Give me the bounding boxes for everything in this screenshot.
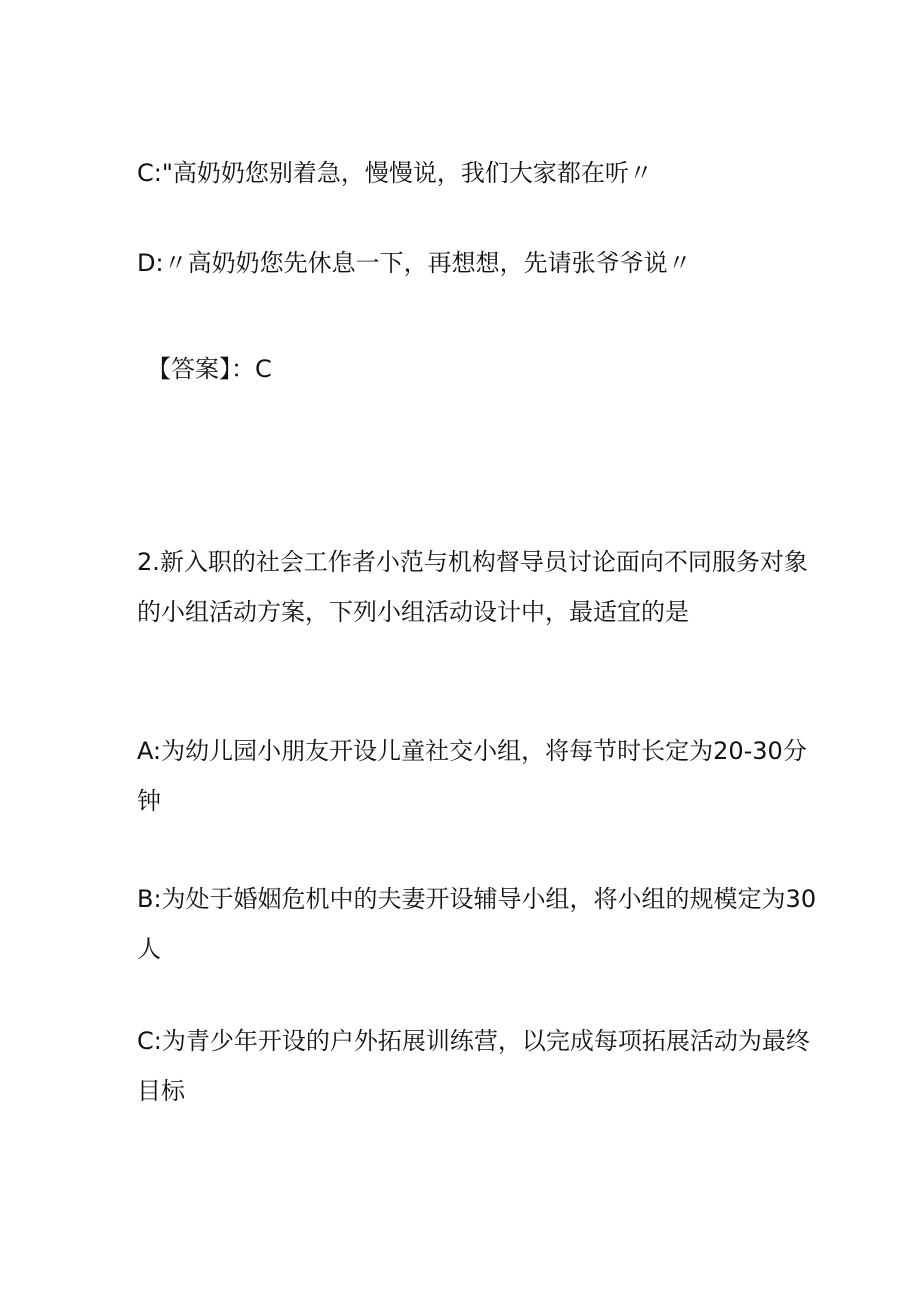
question-2-option-c xyxy=(137,1016,810,1116)
question-2-stem-line-2: 的小组活动方案，下列小组活动设计中，最适宜的是 xyxy=(137,598,689,626)
answer-label: 【答案】：C xyxy=(147,355,272,383)
question-2-stem-line-1: 2.新入职的社会工作者小范与机构督导员讨论面向不同服务对象 xyxy=(137,548,808,576)
option-c-line-1: C:为青少年开设的户外拓展训练营，以完成每项拓展活动为最终 xyxy=(137,1027,810,1055)
option-b-line-1: B:为处于婚姻危机中的夫妻开设辅导小组，将小组的规模定为30 xyxy=(137,885,817,913)
option-c-prev: C:"高奶奶您别着急，慢慢说，我们大家都在听〃 xyxy=(137,159,653,187)
question-2-option-b xyxy=(137,874,817,974)
option-a-line-2: 钟 xyxy=(137,787,161,815)
option-c-line-2: 目标 xyxy=(137,1077,185,1105)
question-2-option-a xyxy=(137,726,807,826)
question-2-stem xyxy=(137,537,808,637)
option-a-line-1: A:为幼儿园小朋友开设儿童社交小组，将每节时长定为20-30分 xyxy=(137,737,807,765)
option-d-prev: D:〃高奶奶您先休息一下，再想想，先请张爷爷说〃 xyxy=(137,249,692,277)
option-b-line-2: 人 xyxy=(137,935,161,963)
